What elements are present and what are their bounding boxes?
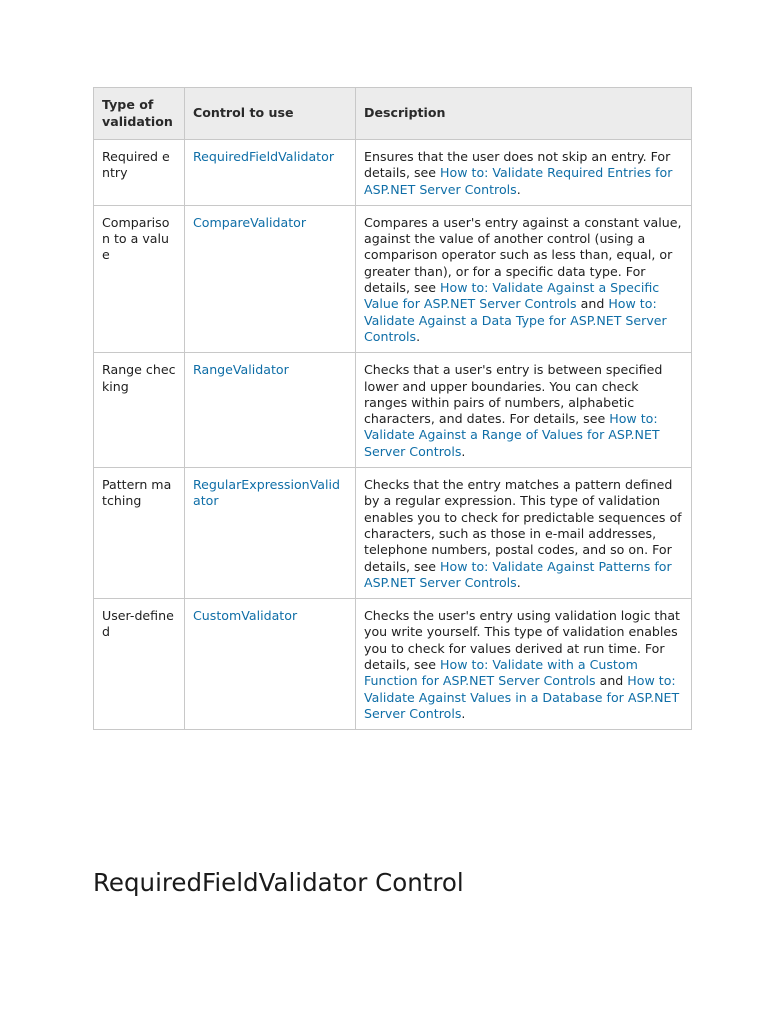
doc-link[interactable]: How to: Validate Required Entries for ASP.NET Server Controls	[364, 165, 673, 197]
control-link-text[interactable]: RequiredFieldValidator	[193, 149, 335, 164]
table-row	[94, 140, 692, 206]
doc-link[interactable]: How to: Validate Against a Data Type for ASP.NET Server Controls	[364, 296, 667, 344]
validation-type-cell: Comparison to a value	[94, 205, 185, 352]
validation-type-cell: Pattern matching	[94, 468, 185, 599]
description-text: .	[516, 181, 521, 197]
description-text: and	[576, 296, 609, 312]
description-cell	[356, 205, 692, 352]
header-description: Description	[356, 88, 692, 140]
header-control-to-use: Control to use	[185, 88, 356, 140]
doc-link[interactable]: How to: Validate with a Custom Function for ASP.NET Server Controls	[364, 657, 638, 689]
description-text: Checks that a user's entry is between specified lower and upper boundaries. You can check ranges within pairs of numbers, alphabetic characters, and dates. For details, see	[364, 362, 663, 427]
control-link[interactable]	[185, 140, 356, 206]
table-row	[94, 205, 692, 352]
table-row	[94, 353, 692, 468]
control-link[interactable]	[185, 599, 356, 730]
control-link[interactable]	[185, 353, 356, 468]
description-cell	[356, 353, 692, 468]
description-cell	[356, 140, 692, 206]
doc-link[interactable]: How to: Validate Against a Specific Value for ASP.NET Server Controls	[364, 280, 660, 312]
description-cell	[356, 468, 692, 599]
control-link-text[interactable]: RegularExpressionValidator	[193, 477, 341, 509]
description-text: .	[516, 574, 521, 590]
table-row	[94, 468, 692, 599]
control-link-text[interactable]: CompareValidator	[193, 214, 307, 230]
validation-type-cell: User-defined	[94, 599, 185, 730]
description-text: Compares a user's entry against a constant value, against the value of another control (using a comparison operator such as less than, equal, or greater than), or for a specific data type. For details, see	[364, 214, 682, 296]
description-cell	[356, 599, 692, 730]
doc-link[interactable]: How to: Validate Against Values in a Database for ASP.NET Server Controls	[364, 673, 680, 721]
control-link-text[interactable]: RangeValidator	[193, 362, 289, 378]
control-link-text[interactable]: CustomValidator	[193, 608, 298, 624]
description-text: Checks the user's entry using validation logic that you write yourself. This type of validation enables you to check for values derived at run time. For details, see	[364, 608, 680, 673]
doc-link[interactable]: How to: Validate Against a Range of Values for ASP.NET Server Controls	[364, 411, 660, 459]
control-link[interactable]	[185, 468, 356, 599]
description-text: .	[461, 443, 466, 459]
control-link[interactable]	[185, 205, 356, 352]
description-text: .	[461, 705, 466, 721]
section-heading: RequiredFieldValidator Control	[93, 868, 464, 897]
doc-link[interactable]: How to: Validate Against Patterns for ASP.NET Server Controls	[364, 558, 672, 590]
header-type-of-validation: Type of validation	[94, 88, 185, 140]
description-text: Checks that the entry matches a pattern defined by a regular expression. This type of validation enables you to check for predictable sequences of characters, such as those in e-mail addresses, telephone numbers, postal codes, and so on. For details, see	[364, 477, 682, 574]
validation-types-table	[93, 87, 692, 730]
description-text: and	[595, 673, 628, 689]
description-text: Ensures that the user does not skip an entry. For details, see	[364, 149, 671, 181]
validation-type-cell: Required entry	[94, 140, 185, 206]
validation-type-cell: Range checking	[94, 353, 185, 468]
description-text: .	[416, 328, 421, 344]
table-row	[94, 599, 692, 730]
table-header-row	[94, 88, 692, 140]
